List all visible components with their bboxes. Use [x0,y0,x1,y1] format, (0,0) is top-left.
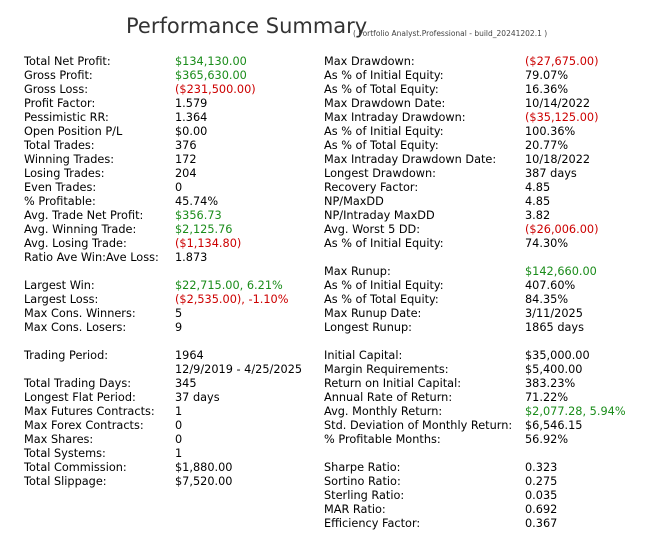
stat-value: 1865 days [525,321,585,334]
stat-value: 0 [175,433,183,446]
stat-label: % Profitable Months: [324,433,441,446]
stat-label: Std. Deviation of Monthly Return: [324,419,513,432]
stat-value: ($1,134.80) [175,237,242,250]
stat-label: Avg. Monthly Return: [324,405,443,418]
stat-value: $356.73 [175,209,222,222]
stat-value: 376 [175,139,197,152]
stat-value: 0.323 [525,461,558,474]
stat-value: 172 [175,153,197,166]
stat-value: 383.23% [525,377,576,390]
stat-value: 0.275 [525,475,558,488]
stat-label: Max Cons. Losers: [24,321,127,334]
stat-label: Losing Trades: [24,167,105,180]
stat-label: Max Runup Date: [324,307,422,320]
stat-label: Max Drawdown Date: [324,97,446,110]
stat-label: As % of Initial Equity: [324,237,444,250]
stat-label: Efficiency Factor: [324,517,421,530]
stat-label: As % of Total Equity: [324,293,439,306]
stat-label: Total Trading Days: [24,377,132,390]
stat-value: $35,000.00 [525,349,590,362]
stat-label: Longest Runup: [324,321,412,334]
stat-value: 1.579 [175,97,208,110]
stat-value: $5,400.00 [525,363,583,376]
stat-value: 84.35% [525,293,569,306]
stat-label: Largest Win: [24,279,95,292]
stat-label: Open Position P/L [24,125,123,138]
stat-label: MAR Ratio: [324,503,386,516]
stat-value: 0.367 [525,517,558,530]
stat-value: $365,630.00 [175,69,247,82]
stat-value: 9 [175,321,183,334]
stat-label: Longest Drawdown: [324,167,436,180]
stat-label: As % of Initial Equity: [324,69,444,82]
stat-label: As % of Total Equity: [324,139,439,152]
stat-value: 4.85 [525,195,551,208]
stat-value: 0 [175,419,183,432]
stat-value: 345 [175,377,197,390]
stat-value: $0.00 [175,125,208,138]
stat-label: NP/MaxDD [324,195,384,208]
stat-value: 1964 [175,349,204,362]
stat-value: 10/14/2022 [525,97,591,110]
stat-value: ($2,535.00), -1.10% [175,293,289,306]
stat-label: Pessimistic RR: [24,111,109,124]
stat-label: As % of Initial Equity: [324,279,444,292]
stat-label: Sortino Ratio: [324,475,401,488]
stat-value: ($26,006.00) [525,223,599,236]
stat-label: Max Futures Contracts: [24,405,155,418]
stat-value: $7,520.00 [175,475,233,488]
stat-label: Avg. Trade Net Profit: [24,209,144,222]
stat-value: 37 days [175,391,220,404]
stat-label: Max Intraday Drawdown Date: [324,153,497,166]
stat-label: Max Runup: [324,265,391,278]
stat-label: Sterling Ratio: [324,489,405,502]
stat-label: Annual Rate of Return: [324,391,453,404]
stat-value: ($27,675.00) [525,55,599,68]
stat-value: 10/18/2022 [525,153,591,166]
stat-label: Margin Requirements: [324,363,449,376]
stat-value: $142,660.00 [525,265,597,278]
stat-label: Total Net Profit: [24,55,111,68]
stat-value: 0 [175,181,183,194]
stat-label: Avg. Winning Trade: [24,223,137,236]
stat-value: $2,077.28, 5.94% [525,405,626,418]
stat-label: Initial Capital: [324,349,403,362]
stat-label: Longest Flat Period: [24,391,136,404]
stat-label: Gross Profit: [24,69,93,82]
stat-value: 0.035 [525,489,558,502]
stat-value: 4.85 [525,181,551,194]
stat-label: Avg. Worst 5 DD: [324,223,421,236]
stat-label: Recovery Factor: [324,181,419,194]
stat-value: $22,715.00, 6.21% [175,279,283,292]
page-title: Performance Summary [126,14,368,38]
stat-value: 79.07% [525,69,569,82]
stat-label: Max Intraday Drawdown: [324,111,466,124]
stat-label: Total Systems: [24,447,106,460]
stat-value: 5 [175,307,183,320]
stat-value: 3/11/2025 [525,307,583,320]
stat-label: Return on Initial Capital: [324,377,462,390]
stat-label: Max Shares: [24,433,94,446]
stat-label: Ratio Ave Win:Ave Loss: [24,251,159,264]
stat-value: 387 days [525,167,577,180]
stat-label: Max Drawdown: [324,55,415,68]
build-subtitle: ( Portfolio Analyst.Professional - build_20241202.1 ) [353,29,548,38]
stat-value: 1 [175,405,183,418]
stat-value: 45.74% [175,195,219,208]
stat-value: 74.30% [525,237,569,250]
stat-value: 407.60% [525,279,576,292]
stat-value: $134,130.00 [175,55,247,68]
stat-label: Max Forex Contracts: [24,419,144,432]
stat-label: Total Trades: [24,139,95,152]
stat-value: 1.873 [175,251,208,264]
stat-label: Sharpe Ratio: [324,461,401,474]
stat-label: NP/Intraday MaxDD [324,209,435,222]
stat-value: 16.36% [525,83,569,96]
stat-label: Even Trades: [24,181,97,194]
stat-value: ($35,125.00) [525,111,599,124]
stat-label: Winning Trades: [24,153,115,166]
stat-label: Trading Period: [24,349,109,362]
stat-value: 56.92% [525,433,569,446]
stat-label: Total Slippage: [24,475,107,488]
stat-value: 204 [175,167,197,180]
stat-label: Gross Loss: [24,83,89,96]
stat-label: Largest Loss: [24,293,99,306]
stat-value: 100.36% [525,125,576,138]
stat-value: 20.77% [525,139,569,152]
stat-label: Avg. Losing Trade: [24,237,127,250]
stat-label: As % of Initial Equity: [324,125,444,138]
stat-value: ($231,500.00) [175,83,256,96]
stat-label: % Profitable: [24,195,96,208]
stat-value: 1.364 [175,111,208,124]
stat-value: 0.692 [525,503,558,516]
stat-label: Total Commission: [24,461,127,474]
stat-label: Profit Factor: [24,97,96,110]
stat-value: 1 [175,447,183,460]
stat-value: 3.82 [525,209,551,222]
stat-value: $2,125.76 [175,223,233,236]
stat-label: As % of Total Equity: [324,83,439,96]
stat-label: Max Cons. Winners: [24,307,136,320]
stat-value: 12/9/2019 - 4/25/2025 [175,363,303,376]
stat-value: $1,880.00 [175,461,233,474]
stat-value: $6,546.15 [525,419,583,432]
stat-value: 71.22% [525,391,569,404]
